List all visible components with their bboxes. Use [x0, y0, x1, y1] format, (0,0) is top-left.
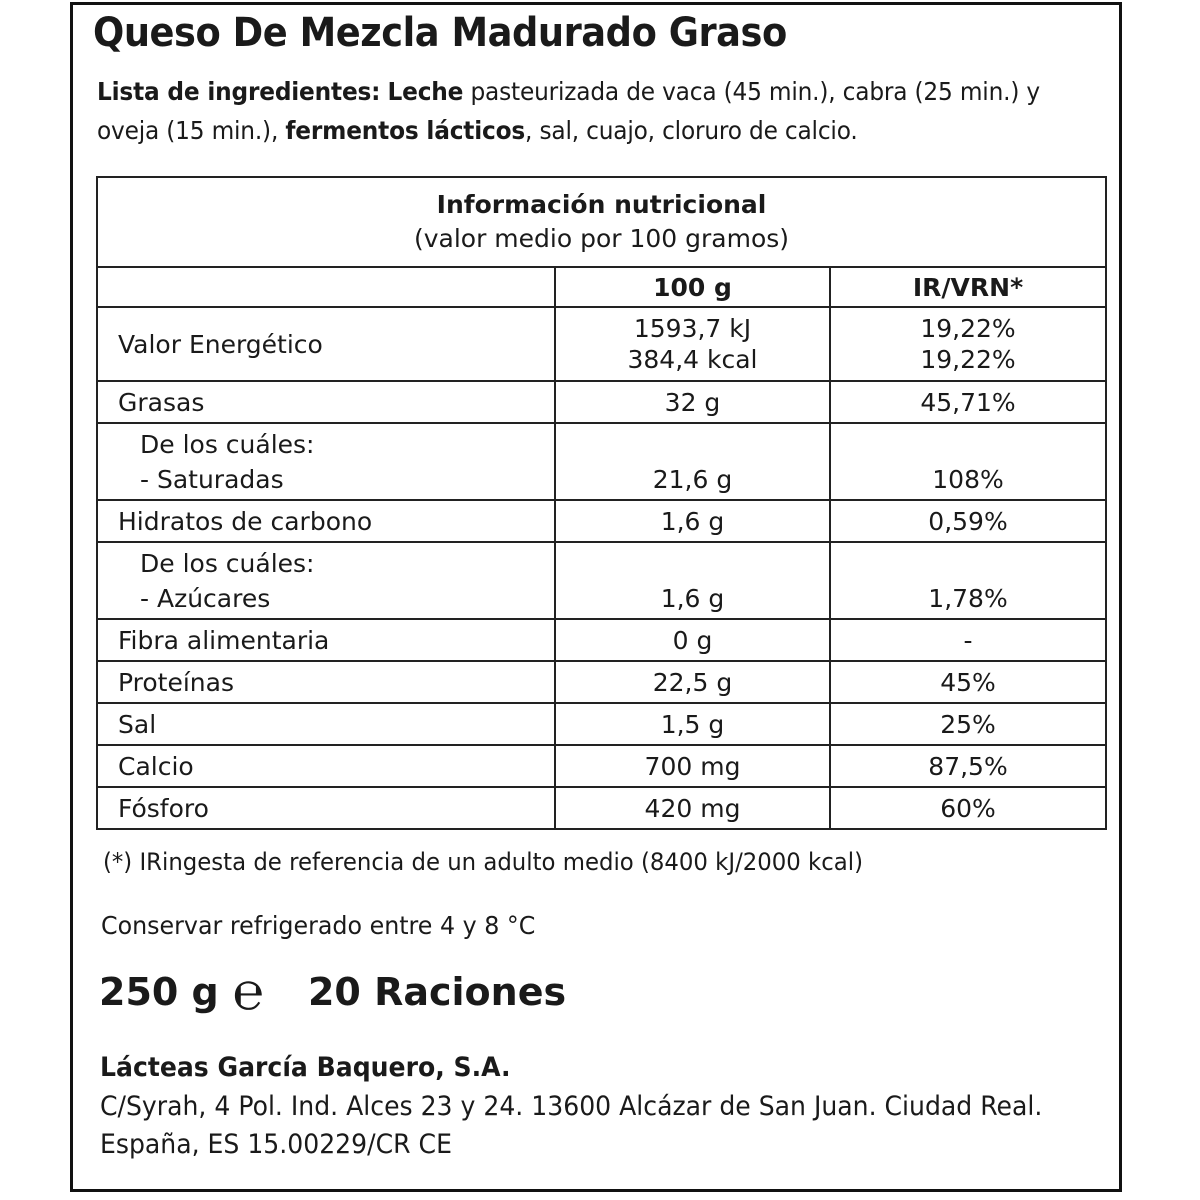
nutrition-subtitle: (valor medio por 100 gramos) [413, 224, 790, 253]
nutrient-ir-sugars [830, 542, 1106, 619]
nutrient-name-salt: Sal [97, 703, 555, 745]
nutrient-name-energy: Valor Energético [97, 307, 555, 381]
sugars-of-which: De los cuáles: [140, 549, 315, 578]
nutrient-name-saturates [97, 423, 555, 500]
nutrient-ir-phosphorus: 60% [830, 787, 1106, 829]
column-header-ir: IR/VRN* [830, 267, 1106, 307]
nutrition-title: Información nutricional [436, 190, 767, 219]
nutrient-ir-fibre: - [830, 619, 1106, 661]
quantity-row [99, 964, 566, 1020]
table-row [97, 661, 1106, 703]
nutrient-value-fibre: 0 g [555, 619, 830, 661]
saturates-ir: 108% [932, 465, 1004, 494]
ingredient-ferments: fermentos lácticos [285, 116, 526, 145]
sugars-value: 1,6 g [660, 584, 725, 613]
nutrient-name-calcium: Calcio [97, 745, 555, 787]
ingredients-heading: Lista de ingredientes: [97, 77, 381, 106]
nutrient-value-energy [555, 307, 830, 381]
nutrient-value-fat: 32 g [555, 381, 830, 423]
saturates-value: 21,6 g [652, 465, 733, 494]
table-row [97, 787, 1106, 829]
nutrient-ir-calcium: 87,5% [830, 745, 1106, 787]
saturates-label: - Saturadas [140, 465, 284, 494]
nutrient-name-protein: Proteínas [97, 661, 555, 703]
company-address [100, 1088, 1077, 1164]
nutrient-name-fat: Grasas [97, 381, 555, 423]
nutrient-value-protein: 22,5 g [555, 661, 830, 703]
estimated-sign-icon: ℮ [232, 962, 264, 1022]
table-row [97, 381, 1106, 423]
table-row [97, 703, 1106, 745]
nutrient-value-sugars [555, 542, 830, 619]
nutrient-ir-salt: 25% [830, 703, 1106, 745]
table-row [97, 500, 1106, 542]
nutrient-ir-fat: 45,71% [830, 381, 1106, 423]
nutrition-table [96, 176, 1107, 830]
nutrient-name-phosphorus: Fósforo [97, 787, 555, 829]
product-title: Queso De Mezcla Madurado Graso [93, 10, 787, 56]
energy-kcal: 384,4 kcal [627, 345, 758, 374]
column-header-row [97, 267, 1106, 307]
net-weight: 250 g [99, 970, 219, 1014]
energy-ir-kj: 19,22% [920, 314, 1016, 343]
table-row [97, 423, 1106, 500]
sugars-label: - Azúcares [140, 584, 271, 613]
nutrient-ir-carbs: 0,59% [830, 500, 1106, 542]
servings-count: 20 Raciones [307, 970, 567, 1014]
nutrient-value-carbs: 1,6 g [555, 500, 830, 542]
nutrient-name-fibre: Fibra alimentaria [97, 619, 555, 661]
ingredient-milk: Leche [387, 77, 464, 106]
nutrient-ir-energy [830, 307, 1106, 381]
nutrient-value-calcium: 700 mg [555, 745, 830, 787]
nutrition-header [97, 177, 1106, 267]
nutrient-value-salt: 1,5 g [555, 703, 830, 745]
column-header-blank [97, 267, 555, 307]
nutrient-name-carbs: Hidratos de carbono [97, 500, 555, 542]
energy-ir-kcal: 19,22% [920, 345, 1016, 374]
storage-instructions: Conservar refrigerado entre 4 y 8 °C [101, 911, 536, 940]
nutrient-value-saturates [555, 423, 830, 500]
ingredient-milk-detail: pasteurizada de vaca (45 min.), cabra (25 min.) y oveja (15 min.), [97, 77, 1041, 145]
table-row [97, 619, 1106, 661]
nutrition-header-row [97, 177, 1106, 267]
nutrient-ir-protein: 45% [830, 661, 1106, 703]
nutrient-value-phosphorus: 420 mg [555, 787, 830, 829]
nutrient-name-sugars [97, 542, 555, 619]
saturates-of-which: De los cuáles: [140, 430, 315, 459]
address-line-1: C/Syrah, 4 Pol. Ind. Alces 23 y 24. 13600 Alcázar de San Juan. Ciudad Real. [100, 1091, 1043, 1122]
table-row [97, 307, 1106, 381]
sugars-ir: 1,78% [928, 584, 1008, 613]
nutrient-ir-saturates [830, 423, 1106, 500]
ingredients-list [97, 72, 1055, 150]
energy-kj: 1593,7 kJ [633, 314, 752, 343]
reference-intake-footnote: (*) IRingesta de referencia de un adulto medio (8400 kJ/2000 kcal) [103, 848, 863, 876]
ingredient-rest: , sal, cuajo, cloruro de calcio. [525, 116, 858, 145]
address-line-2: España, ES 15.00229/CR CE [100, 1129, 452, 1160]
company-name: Lácteas García Baquero, S.A. [100, 1052, 511, 1083]
table-row [97, 745, 1106, 787]
table-row [97, 542, 1106, 619]
column-header-per100: 100 g [555, 267, 830, 307]
